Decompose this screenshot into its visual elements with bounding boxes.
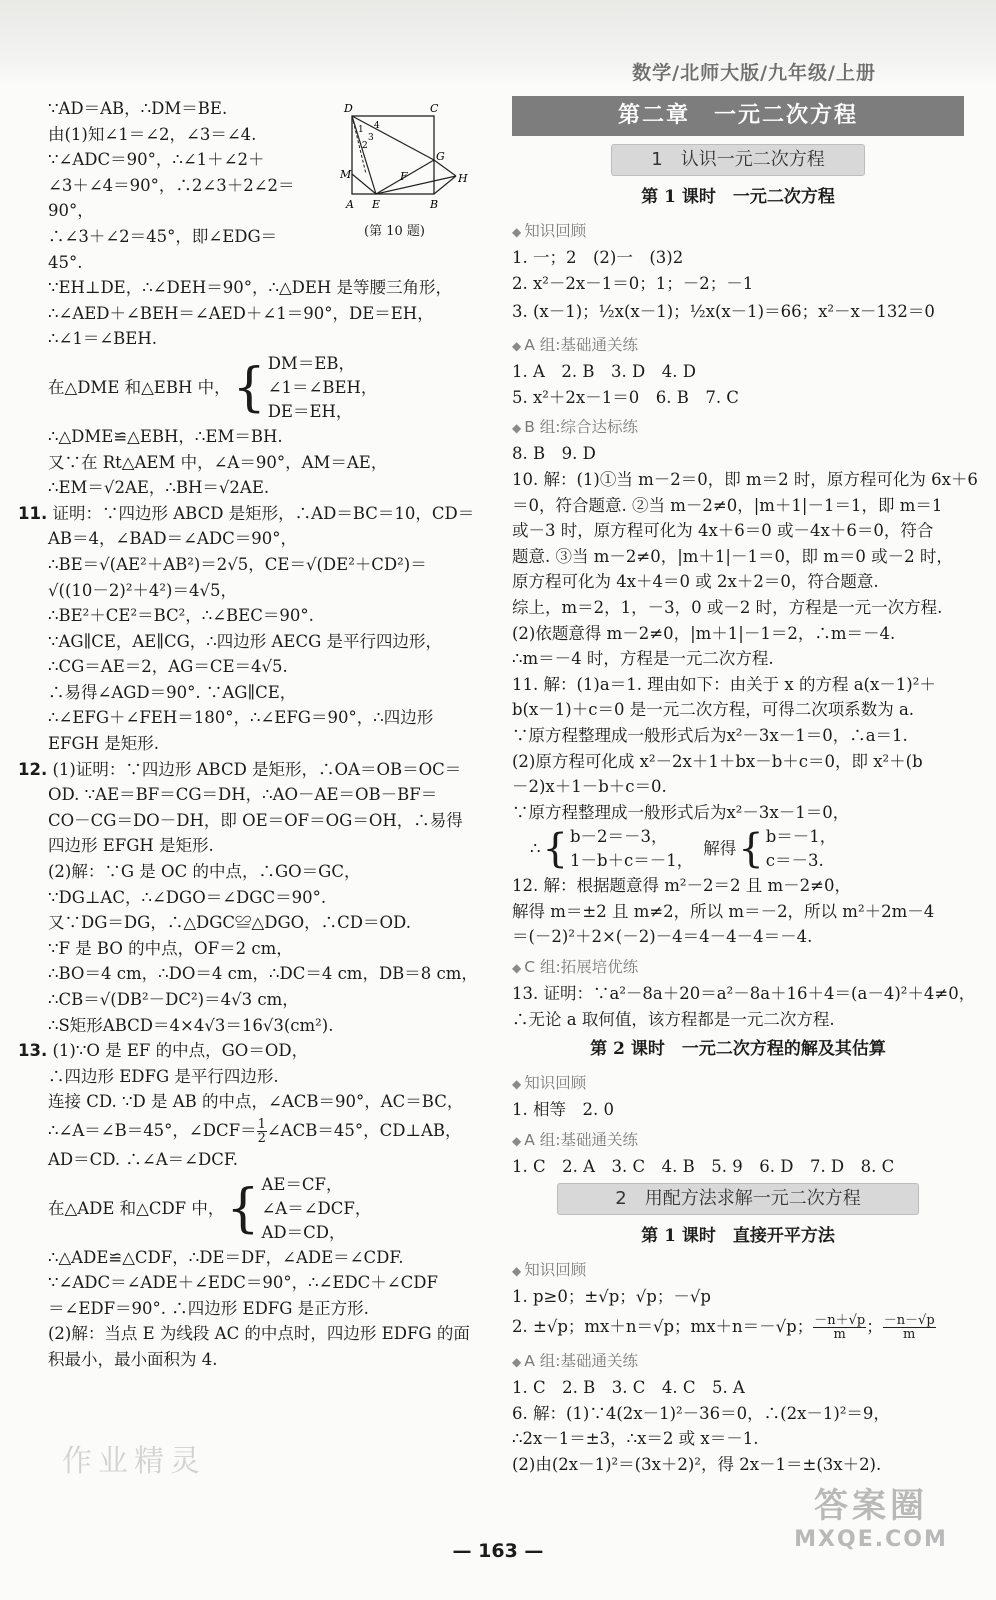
fraction-denominator: m bbox=[833, 1327, 846, 1343]
text-line: 题意. ③当 m－2≠0，|m＋1|－1＝0，即 m＝0 或－2 时， bbox=[512, 546, 953, 566]
figure-caption: (第 10 题) bbox=[364, 224, 425, 239]
lesson-title: 第 1 课时 一元二次方程 bbox=[641, 187, 835, 207]
text-line: ∵AD＝AB，∴DM＝BE. bbox=[48, 99, 228, 118]
tag-group-a bbox=[512, 332, 964, 359]
text-line: (2)依题意得 m－2≠0，|m＋1|－1＝2，∴m＝－4. bbox=[512, 623, 896, 643]
text-line: DE＝EH， bbox=[267, 401, 353, 421]
tag-review bbox=[512, 1070, 964, 1097]
label-m: M bbox=[340, 168, 352, 181]
text-line: ∴∠AED＋∠BEH＝∠AED＋∠1＝90°，DE＝EH， bbox=[48, 303, 434, 323]
text-line: 连接 CD. ∵D 是 AB 的中点，∠ACB＝90°，AC＝BC， bbox=[48, 1092, 464, 1112]
text-line: ∴2x－1＝±3，∴x＝2 或 x＝－1. bbox=[512, 1429, 759, 1449]
text-line: (1)证明：∵四边形 ABCD 是矩形，∴OA＝OB＝OC＝ bbox=[52, 759, 462, 779]
left-column bbox=[18, 96, 480, 1373]
text-line: ∵AG∥CE，AE∥CG，∴四边形 AECG 是平行四边形， bbox=[48, 631, 443, 651]
text-line: 综上，m＝2，1，－3，0 或－2 时，方程是一元一次方程. bbox=[512, 597, 943, 617]
text-line: 1－b＋c＝－1， bbox=[569, 851, 694, 871]
watermark-line2: MXQE.COM bbox=[794, 1527, 948, 1552]
label-b: B bbox=[430, 198, 439, 211]
text-line: OD. ∵AE＝BF＝CG＝DH，∴AO－AE＝OB－BF＝ bbox=[48, 785, 438, 805]
text-line: 6. 解：(1)∵4(2x－1)²－36＝0，∴(2x－1)²＝9， bbox=[512, 1403, 890, 1423]
brace: { bbox=[738, 826, 764, 873]
text-line: 90°， bbox=[48, 201, 94, 221]
fraction-numerator: －n－√p bbox=[883, 1313, 935, 1329]
watermark-left: 作业精灵 bbox=[62, 1444, 206, 1479]
text-line: (1)∵O 是 EF 的中点，GO＝OD， bbox=[52, 1041, 309, 1061]
watermark-logo bbox=[786, 1478, 956, 1558]
text-line: ∴m＝－4 时，方程是一元二次方程. bbox=[512, 649, 774, 669]
text-line: ∵∠ADC＝∠ADE＋∠EDC＝90°，∴∠EDC＋∠CDF bbox=[48, 1273, 438, 1293]
question-number: 11. bbox=[18, 503, 48, 523]
text-line: ∵原方程整理成一般形式后为x²－3x－1＝0，∴a＝1. bbox=[512, 725, 908, 745]
label-f: F bbox=[400, 170, 408, 183]
text-line: 2. x²－2x－1＝0；1；－2；－1 bbox=[512, 273, 754, 293]
text-line: 2. ±√p；mx＋n＝√p；mx＋n＝－√p； bbox=[512, 1317, 814, 1337]
text-line: ∴∠1＝∠BEH. bbox=[48, 329, 157, 349]
text-line: ∴∠A＝∠B＝45°，∠DCF＝ bbox=[48, 1120, 257, 1140]
question-number: 13. bbox=[18, 1041, 48, 1061]
tag-review bbox=[512, 1257, 964, 1284]
system-b-c bbox=[512, 825, 964, 873]
text-line: b(x－1)＋c＝0 是一元二次方程，可得二次项系数为 a. bbox=[512, 700, 915, 720]
text-line: AD＝CD. ∴∠A＝∠DCF. bbox=[48, 1149, 238, 1169]
text-line: ∴CB＝√(DB²－DC²)＝4√3 cm， bbox=[48, 990, 299, 1009]
tag-label: 知识回顾 bbox=[524, 1074, 587, 1093]
text-line: ∴∠EFG＋∠FEH＝180°，∴∠EFG＝90°，∴四边形 bbox=[48, 708, 434, 728]
text-line: (2)解：∵G 是 OC 的中点，∴GO＝GC， bbox=[48, 862, 361, 882]
text-line: 5. x²＋2x－1＝0 6. B 7. C bbox=[512, 387, 739, 407]
text-line: AE＝CF， bbox=[261, 1174, 343, 1194]
tag-label: A 组:基础通关练 bbox=[524, 1130, 638, 1149]
text-line: ＝0，符合题意. ②当 m－2≠0，|m＋1|－1＝1，即 m＝1 bbox=[512, 495, 943, 515]
brace: { bbox=[542, 826, 568, 873]
diamond-icon: ◆ bbox=[512, 225, 522, 239]
text-line-with-fraction bbox=[48, 1115, 480, 1147]
fraction bbox=[883, 1314, 936, 1341]
diamond-icon: ◆ bbox=[512, 1264, 522, 1279]
fraction-denominator: m bbox=[903, 1327, 916, 1343]
text-line: 或－3 时，原方程可化为 4x＋6＝0 或－4x＋6＝0，符合 bbox=[512, 521, 934, 541]
fraction bbox=[813, 1314, 866, 1341]
text-line: 由(1)知∠1＝∠2，∠3＝∠4. bbox=[48, 124, 257, 144]
label-c: C bbox=[430, 102, 439, 115]
text-line: 1. A 2. B 3. D 4. D bbox=[512, 362, 696, 382]
text-line: ∴S矩形ABCD＝4×4√3＝16√3(cm²). bbox=[48, 1015, 334, 1035]
text-line: ∴△ADE≌△CDF，∴DE＝DF，∠ADE＝∠CDF. bbox=[48, 1247, 404, 1267]
text-line: 1. p≥0；±√p；√p；－√p bbox=[512, 1287, 711, 1307]
text-line: (2)由(2x－1)²＝(3x＋2)²，得 2x－1＝±(3x＋2). bbox=[512, 1454, 882, 1474]
text-line: ∴△DME≌△EBH，∴EM＝BH. bbox=[48, 426, 283, 446]
text-line: 45°. bbox=[48, 252, 83, 272]
diamond-icon: ◆ bbox=[512, 1077, 522, 1092]
text-line: ∴无论 a 取何值，该方程都是一元二次方程. bbox=[512, 1009, 835, 1029]
text-line: 四边形 EFGH 是矩形. bbox=[48, 836, 214, 856]
system-ade-cdf bbox=[48, 1173, 480, 1245]
tag-label: 知识回顾 bbox=[524, 222, 587, 240]
text-line: 1. 一；2 (2)一 (3)2 bbox=[512, 248, 684, 267]
text-line: ∴易得∠AGD＝90°. ∵AG∥CE， bbox=[48, 682, 297, 702]
text-line: b－2＝－3， bbox=[569, 827, 668, 847]
section-title: 2 用配方法求解一元二次方程 bbox=[557, 1183, 919, 1215]
header-band bbox=[0, 0, 996, 86]
text-line: (2)解：当点 E 为线段 AC 的中点时，四边形 EDFG 的面 bbox=[48, 1324, 470, 1344]
text-line: 积最小，最小面积为 4. bbox=[48, 1349, 218, 1369]
text-line: ∴EM＝√2AE，∴BH＝√2AE. bbox=[48, 478, 270, 498]
text-line: 13. 证明：∵a²－8a＋20＝a²－8a＋16＋4＝(a－4)²＋4≠0， bbox=[512, 984, 976, 1004]
tag-label: B 组:综合达标练 bbox=[524, 418, 639, 437]
text-line: 又∵在 Rt△AEM 中，∠A＝90°，AM＝AE， bbox=[48, 452, 388, 472]
brace: { bbox=[226, 1178, 260, 1239]
tag-group-a bbox=[512, 1348, 964, 1375]
question-12-line bbox=[18, 757, 480, 783]
page-number: — 163 — bbox=[452, 1540, 544, 1562]
watermark-line1: 答案圈 bbox=[814, 1486, 928, 1526]
text-line: ∠ACB＝45°，CD⊥AB， bbox=[266, 1120, 462, 1140]
text-line: ∴ bbox=[530, 839, 541, 859]
tag-group-c bbox=[512, 954, 964, 981]
text-line: ∵F 是 BO 的中点，OF＝2 cm， bbox=[48, 938, 293, 958]
tag-label: A 组:基础通关练 bbox=[524, 1352, 638, 1371]
text-line: √((10－2)²＋4²)＝4√5， bbox=[48, 580, 237, 600]
tag-label: 知识回顾 bbox=[524, 1261, 587, 1280]
text-line: －2)x＋1－b＋c＝0. bbox=[512, 777, 667, 797]
question-11-line bbox=[18, 501, 480, 527]
separator: ； bbox=[866, 1317, 883, 1337]
text-line: ∵原方程整理成一般形式后为x²－3x－1＝0， bbox=[512, 802, 850, 822]
tag-review bbox=[512, 218, 964, 245]
diamond-icon: ◆ bbox=[512, 339, 522, 354]
text-line: ∴CG＝AE＝2，AG＝CE＝4√5. bbox=[48, 657, 288, 677]
label-3: 3 bbox=[368, 133, 374, 143]
brace: { bbox=[232, 357, 266, 418]
text-line: ∵EH⊥DE，∴∠DEH＝90°，∴△DEH 是等腰三角形， bbox=[48, 278, 453, 298]
system-dme-ebh bbox=[48, 352, 480, 424]
text-line: ∴BE＝√(AE²＋AB²)＝2√5，CE＝√(DE²＋CD²)＝ bbox=[48, 554, 427, 574]
text-line: 12. 解：根据题意得 m²－2＝2 且 m－2≠0， bbox=[512, 876, 851, 896]
text-line: ＝∠EDF＝90°. ∴四边形 EDFG 是正方形. bbox=[48, 1298, 369, 1318]
text-line: ∠3＋∠4＝90°，∴2∠3＋2∠2＝ bbox=[48, 175, 295, 195]
text-line: 原方程可化为 4x＋4＝0 或 2x＋2＝0，符合题意. bbox=[512, 572, 879, 592]
text-line: ＝(－2)²＋2×(－2)－4＝4－4－4＝－4. bbox=[512, 927, 813, 947]
tag-group-a bbox=[512, 1127, 964, 1154]
text-line: b＝－1， bbox=[765, 827, 837, 847]
text-line: 3. (x－1)；½x(x－1)；½x(x－1)＝66；x²－x－132＝0 bbox=[512, 302, 935, 322]
label-1: 1 bbox=[358, 125, 364, 135]
text-line: ∴BE²＋CE²＝BC²，∴∠BEC＝90°. bbox=[48, 606, 314, 626]
text-line: DM＝EB， bbox=[267, 353, 355, 373]
label-4: 4 bbox=[374, 121, 380, 131]
text-line: ∵∠ADC＝90°，∴∠1＋∠2＋ bbox=[48, 150, 265, 170]
text-line: ∴BO＝4 cm，∴DO＝4 cm，∴DC＝4 cm，DB＝8 cm， bbox=[48, 964, 478, 984]
question-13-line bbox=[18, 1038, 480, 1064]
section-title: 1 认识一元二次方程 bbox=[611, 144, 865, 176]
label-a: A bbox=[346, 198, 354, 211]
label-e: E bbox=[372, 198, 381, 211]
text-line: 1. 相等 2. 0 bbox=[512, 1100, 614, 1120]
right-column bbox=[512, 96, 978, 1477]
text-line: AD＝CD， bbox=[261, 1222, 346, 1242]
fraction-numerator: 1 bbox=[257, 1116, 266, 1132]
fraction-numerator: －n＋√p bbox=[814, 1313, 866, 1329]
diamond-icon: ◆ bbox=[512, 961, 522, 976]
text-line: ∴∠3＋∠2＝45°，即∠EDG＝ bbox=[48, 226, 278, 246]
text-line: 1. C 2. B 3. C 4. C 5. A bbox=[512, 1378, 745, 1398]
book-title: 数学/北师大版/九年级/上册 bbox=[632, 62, 876, 84]
text-line: ∠A＝∠DCF， bbox=[261, 1198, 372, 1218]
text-line: ∠1＝∠BEH， bbox=[267, 377, 378, 397]
text-line: 10. 解：(1)①当 m－2＝0，即 m＝2 时，原方程可化为 6x＋6 bbox=[512, 469, 978, 489]
label-h: H bbox=[458, 172, 468, 185]
text-line: 解得 m＝±2 且 m≠2，所以 m＝－2，所以 m²＋2m－4 bbox=[512, 901, 935, 921]
diamond-icon: ◆ bbox=[512, 421, 522, 436]
diamond-icon: ◆ bbox=[512, 1133, 522, 1148]
tag-group-b bbox=[512, 414, 964, 441]
text-line: 解得 bbox=[703, 839, 737, 859]
tag-label: C 组:拓展培优练 bbox=[524, 958, 639, 977]
text-line: EFGH 是矩形. bbox=[48, 734, 160, 754]
text-line: 在△DME 和△EBH 中， bbox=[48, 378, 231, 398]
text-line: 8. B 9. D bbox=[512, 444, 596, 464]
fraction-denominator: 2 bbox=[257, 1130, 266, 1146]
text-line: 11. 解：(1)a＝1. 理由如下：由关于 x 的方程 a(x－1)²＋ bbox=[512, 674, 936, 694]
text-line: 1. C 2. A 3. C 4. B 5. 9 6. D 7. D 8. C bbox=[512, 1156, 895, 1176]
text-line: c＝－3. bbox=[765, 851, 824, 871]
text-line: 证明：∵四边形 ABCD 是矩形，∴AD＝BC＝10，CD＝ bbox=[52, 503, 475, 523]
text-line-with-fractions bbox=[512, 1310, 964, 1344]
chapter-title: 第二章 一元二次方程 bbox=[512, 96, 964, 136]
diamond-icon: ◆ bbox=[512, 1355, 522, 1370]
text-line: 在△ADE 和△CDF 中， bbox=[48, 1198, 225, 1218]
label-g: G bbox=[436, 150, 445, 163]
tag-label: A 组:基础通关练 bbox=[524, 336, 638, 355]
text-line: AB＝4，∠BAD＝∠ADC＝90°， bbox=[48, 529, 297, 549]
question-number: 12. bbox=[18, 759, 48, 779]
text-line: (2)原方程可化成 x²－2x＋1＋bx－b＋c＝0，即 x²＋(b bbox=[512, 751, 923, 771]
text-line: ∴四边形 EDFG 是平行四边形. bbox=[48, 1066, 279, 1086]
lesson-title: 第 2 课时 一元二次方程的解及其估算 bbox=[590, 1039, 886, 1060]
label-d: D bbox=[344, 102, 353, 115]
text-line: CO－CG＝DO－DH，即 OE＝OF＝OG＝OH，∴易得 bbox=[48, 810, 463, 830]
label-2: 2 bbox=[362, 141, 368, 151]
fraction-half bbox=[257, 1118, 267, 1145]
text-line: ∵DG⊥AC，∴∠DGO＝∠DGC＝90°. bbox=[48, 887, 327, 907]
lesson-title: 第 1 课时 直接开平方法 bbox=[641, 1226, 835, 1247]
text-line: 又∵DG＝DG，∴△DGC≌△DGO，∴CD＝OD. bbox=[48, 913, 411, 933]
